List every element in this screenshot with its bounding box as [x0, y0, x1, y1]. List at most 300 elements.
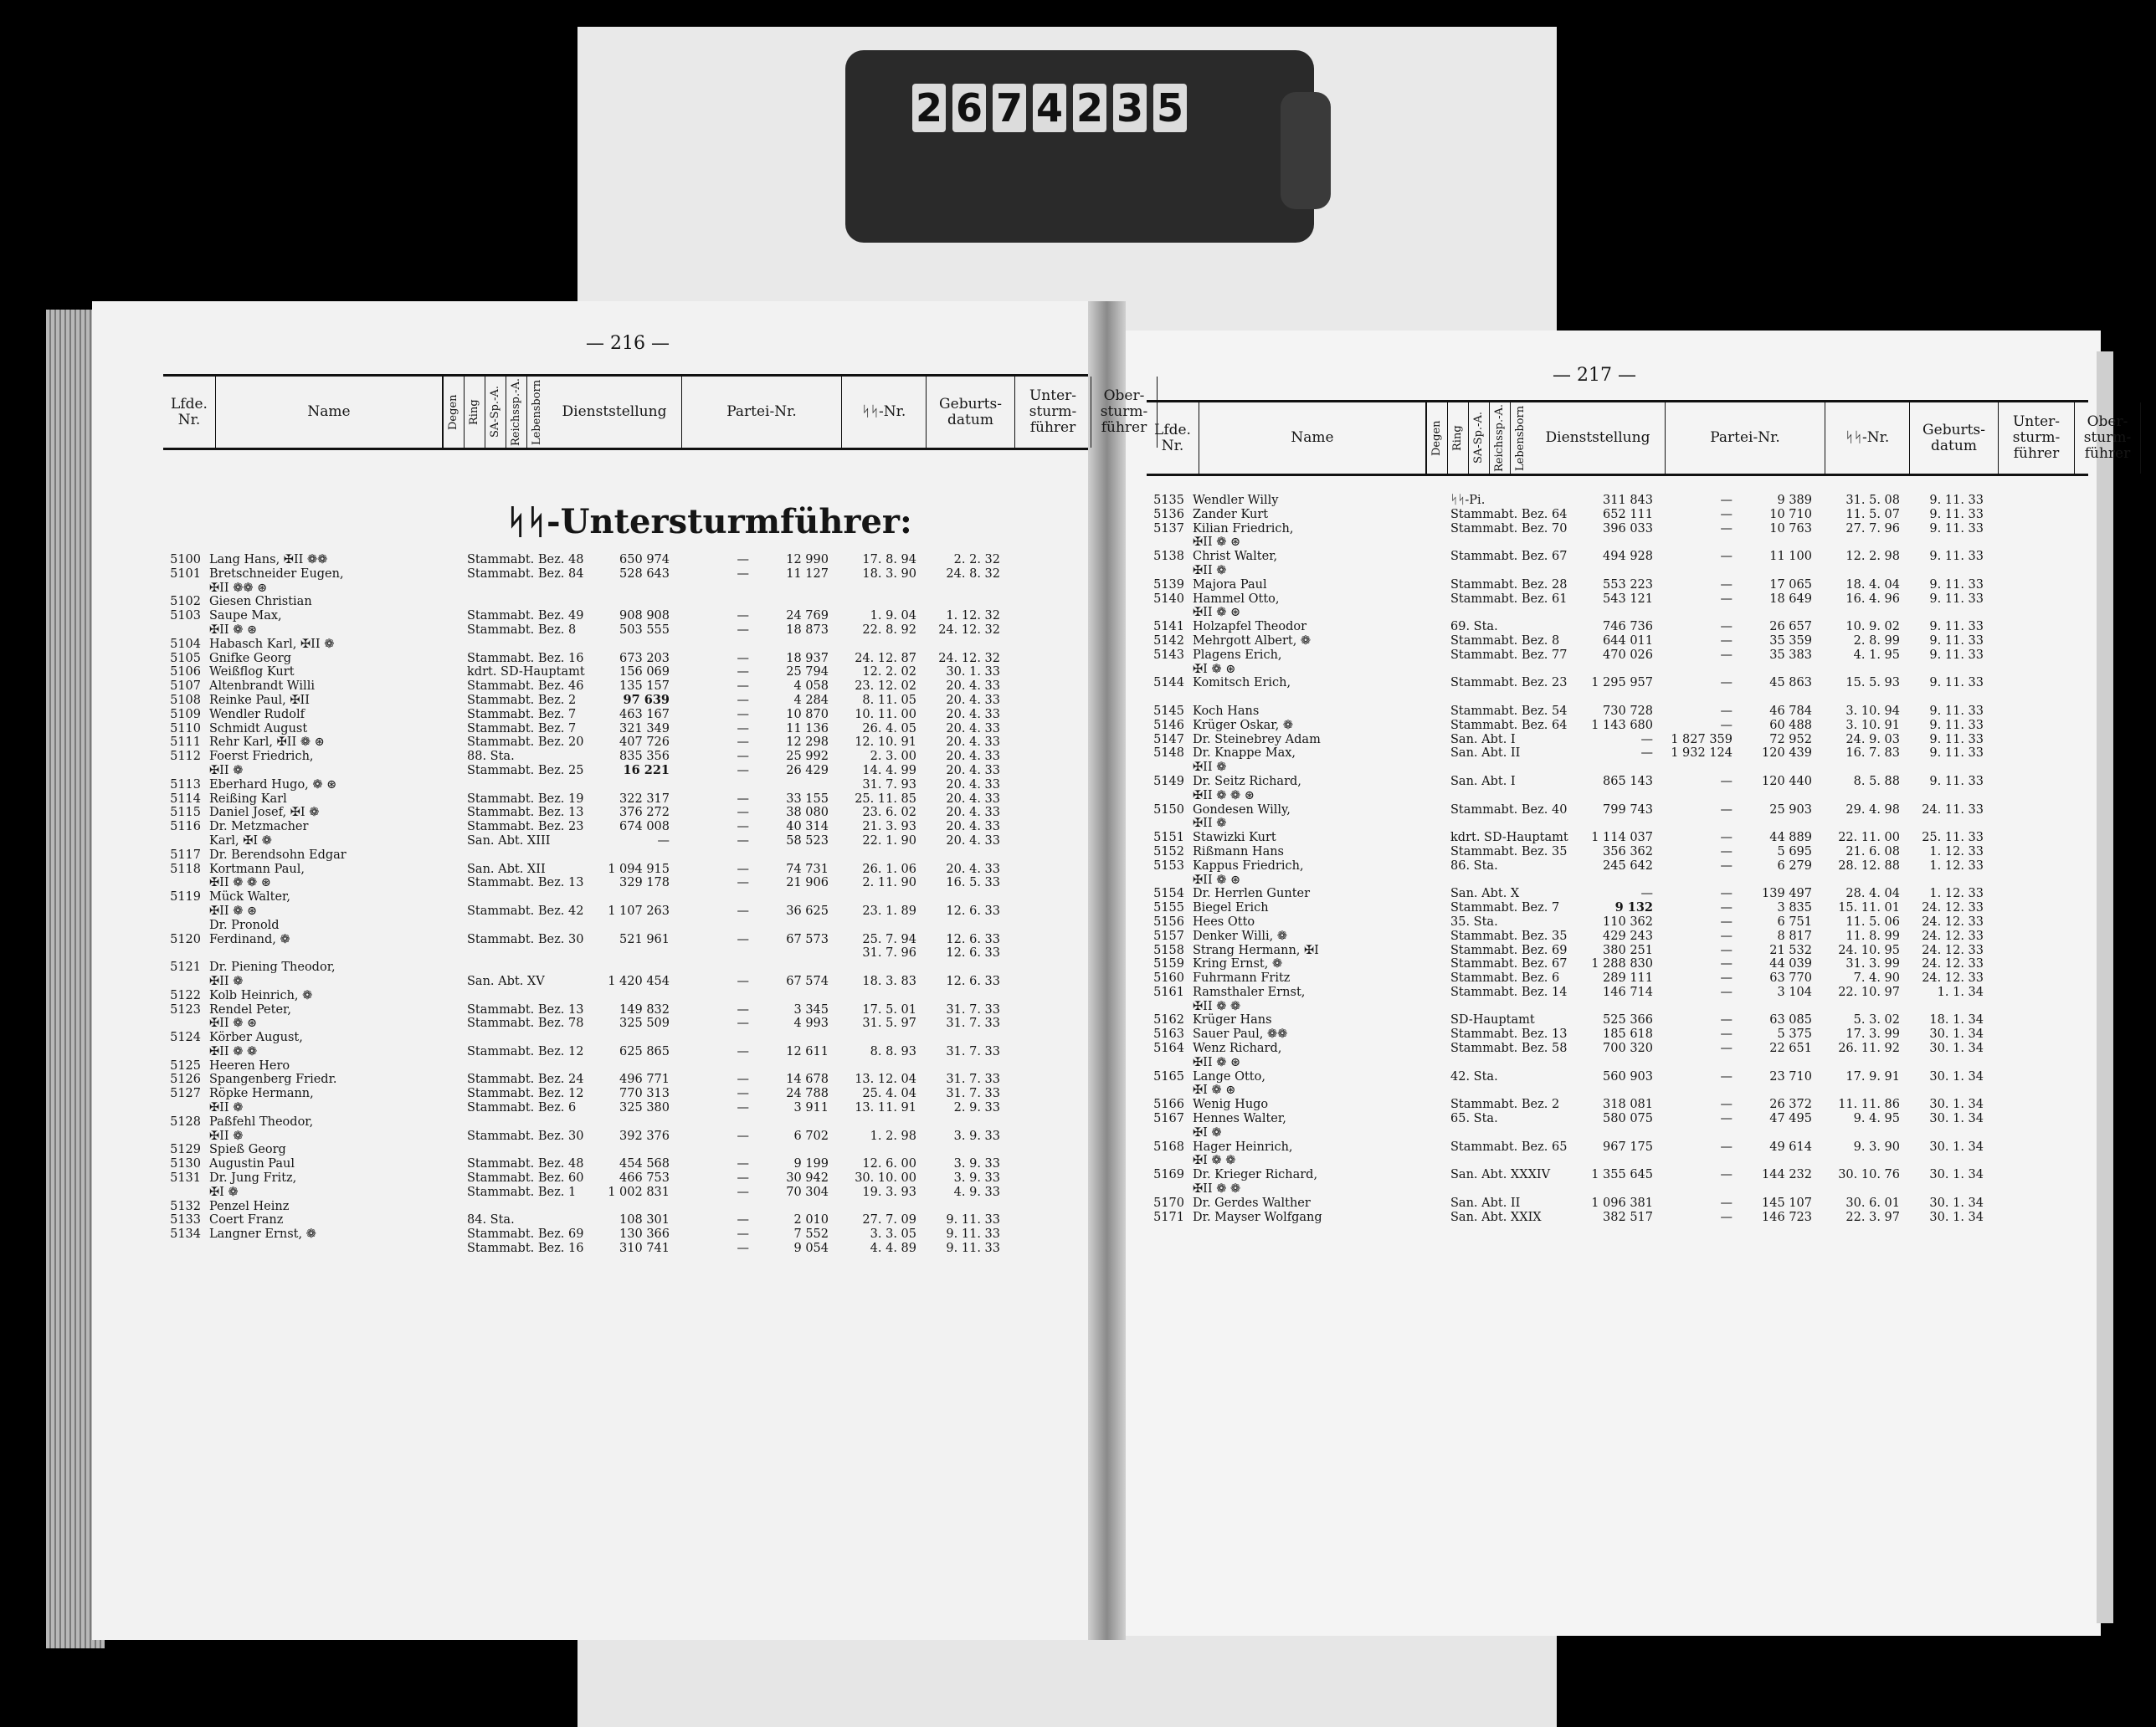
row-partei-nr-high: —: [1720, 704, 1732, 718]
row-partei-nr-high: —: [737, 623, 749, 637]
row-untersturmfuehrer: 1. 12. 32: [946, 609, 1000, 623]
row-name: ✠II ❁: [209, 1129, 244, 1143]
row-dienststellung: Stammabt. Bez. 16: [467, 1242, 584, 1256]
row-geburtsdatum: 25. 11. 85: [855, 792, 916, 806]
row-untersturmfuehrer: 2. 2. 32: [953, 553, 1000, 566]
row-partei-nr-high: —: [737, 862, 749, 876]
row-ss-nr: 35 359: [1769, 633, 1812, 648]
counter-display: [912, 84, 1187, 132]
row-name: ✠II ❁: [1193, 563, 1227, 577]
row-number: 5130: [170, 1157, 201, 1171]
row-dienststellung: Stammabt. Bez. 1: [467, 1185, 577, 1199]
row-untersturmfuehrer: 20. 4. 33: [946, 820, 1000, 834]
row-dienststellung: Stammabt. Bez. 54: [1450, 704, 1568, 718]
row-geburtsdatum: 23. 1. 89: [862, 904, 916, 918]
row-dienststellung: Stammabt. Bez. 60: [467, 1171, 584, 1186]
row-dienststellung: 86. Sta.: [1450, 858, 1498, 873]
row-untersturmfuehrer: 9. 11. 33: [1929, 746, 1984, 761]
table-row: [159, 652, 1088, 666]
table-row: [159, 567, 1088, 582]
row-ss-nr: 10 710: [1769, 507, 1812, 521]
row-partei-nr-high: —: [737, 1017, 749, 1031]
row-untersturmfuehrer: 30. 1. 34: [1929, 1027, 1984, 1042]
row-name: Körber August,: [209, 1031, 303, 1045]
row-name: Dr. Jung Fritz,: [209, 1171, 297, 1186]
row-dienststellung: Stammabt. Bez. 7: [467, 721, 577, 735]
row-partei-nr-low: 967 175: [1603, 1140, 1653, 1154]
row-partei-nr-high: —: [737, 651, 749, 665]
table-row: [1142, 971, 2088, 986]
row-number: 5139: [1153, 577, 1184, 592]
row-untersturmfuehrer: 24. 12. 33: [1922, 915, 1984, 929]
row-dienststellung: San. Abt. XII: [467, 862, 546, 876]
row-untersturmfuehrer: 9. 11. 33: [1929, 633, 1984, 648]
row-number: 5150: [1153, 802, 1184, 817]
row-ss-nr: 35 383: [1769, 648, 1812, 662]
column-header: Geburts- datum: [1910, 402, 1999, 474]
row-dienststellung: Stammabt. Bez. 12: [467, 1044, 584, 1058]
row-name: Coert Franz: [209, 1213, 284, 1227]
table-row: [1142, 944, 2088, 958]
table-row: [159, 1130, 1088, 1144]
table-row: [1142, 620, 2088, 634]
table-row: [159, 623, 1088, 638]
row-partei-nr-high: —: [737, 833, 749, 848]
table-row: [1142, 874, 2088, 888]
row-name: Foerst Friedrich,: [209, 750, 314, 764]
table-row: [159, 1200, 1088, 1214]
row-partei-nr-high: —: [1720, 858, 1732, 873]
row-ss-nr: 63 770: [1769, 971, 1812, 986]
row-geburtsdatum: 4. 1. 95: [1853, 648, 1900, 662]
row-geburtsdatum: 25. 7. 94: [862, 932, 916, 946]
row-partei-nr-high: —: [1720, 844, 1732, 858]
row-untersturmfuehrer: 31. 7. 33: [946, 1044, 1000, 1058]
row-untersturmfuehrer: 9. 11. 33: [1929, 774, 1984, 788]
row-number: 5171: [1153, 1210, 1184, 1224]
row-partei-nr-low: 1 094 915: [608, 862, 670, 876]
counter-digit: 6: [952, 84, 986, 132]
row-partei-nr-high: —: [737, 1044, 749, 1058]
row-partei-nr-low: 146 714: [1603, 985, 1653, 999]
row-geburtsdatum: 8. 11. 05: [862, 693, 916, 707]
row-partei-nr-low: 429 243: [1603, 929, 1653, 943]
row-partei-nr-high: —: [1720, 1069, 1732, 1084]
row-partei-nr-high: —: [1720, 718, 1732, 732]
table-row: [159, 1031, 1088, 1045]
table-row: [1142, 690, 2088, 705]
row-partei-nr-low: 466 753: [619, 1171, 670, 1186]
row-dienststellung: Stammabt. Bez. 23: [1450, 676, 1568, 690]
row-partei-nr-low: —: [657, 833, 670, 848]
row-untersturmfuehrer: 30. 1. 34: [1929, 1098, 1984, 1112]
row-number: 5136: [1153, 507, 1184, 521]
row-untersturmfuehrer: 31. 7. 33: [946, 1087, 1000, 1101]
row-untersturmfuehrer: 9. 11. 33: [1929, 718, 1984, 732]
row-number: 5147: [1153, 732, 1184, 746]
section-title: ᛋᛋ-Untersturmführer:: [506, 502, 912, 541]
counter-digit: 5: [1153, 84, 1187, 132]
row-ss-nr: 6 279: [1777, 858, 1812, 873]
table-row: [1142, 746, 2088, 761]
row-number: 5151: [1153, 831, 1184, 845]
row-number: 5112: [170, 750, 201, 764]
row-partei-nr-high: —: [1720, 676, 1732, 690]
row-name: Hennes Walter,: [1193, 1112, 1286, 1126]
row-number: 5167: [1153, 1112, 1184, 1126]
row-number: 5170: [1153, 1196, 1184, 1210]
row-geburtsdatum: 3. 10. 91: [1845, 718, 1900, 732]
row-dienststellung: 69. Sta.: [1450, 620, 1498, 634]
row-ss-nr: 12 611: [786, 1044, 829, 1058]
row-partei-nr-low: 156 069: [619, 665, 670, 679]
table-row: [159, 735, 1088, 750]
column-header: Ring: [1447, 402, 1468, 474]
row-dienststellung: Stammabt. Bez. 64: [1450, 507, 1568, 521]
table-row: [1142, 1070, 2088, 1084]
row-dienststellung: Stammabt. Bez. 35: [1450, 844, 1568, 858]
row-number: 5108: [170, 693, 201, 707]
row-geburtsdatum: 22. 3. 97: [1845, 1210, 1900, 1224]
row-name: Wendler Willy: [1193, 494, 1279, 507]
row-dienststellung: San. Abt. XIII: [467, 833, 551, 848]
row-name: Reißing Karl: [209, 792, 287, 806]
table-row: [1142, 634, 2088, 648]
row-untersturmfuehrer: 9. 11. 33: [1929, 620, 1984, 634]
row-partei-nr-low: 799 743: [1603, 802, 1653, 817]
table-row: [159, 933, 1088, 947]
row-partei-nr-high: —: [1720, 802, 1732, 817]
row-ss-nr: 3 345: [793, 1002, 829, 1017]
row-partei-nr-low: 650 974: [619, 553, 670, 566]
table-row: [1142, 1112, 2088, 1126]
row-partei-nr-low: 185 618: [1603, 1027, 1653, 1042]
row-geburtsdatum: 15. 5. 93: [1845, 676, 1900, 690]
row-number: 5123: [170, 1002, 201, 1017]
table-row: [1142, 606, 2088, 620]
row-geburtsdatum: 23. 6. 02: [862, 806, 916, 820]
row-name: Karl, ✠I ❁: [209, 833, 272, 848]
row-untersturmfuehrer: 24. 12. 33: [1922, 929, 1984, 943]
row-dienststellung: San. Abt. XXXIV: [1450, 1168, 1551, 1182]
row-name: Penzel Heinz: [209, 1199, 290, 1213]
row-dienststellung: Stammabt. Bez. 24: [467, 1073, 584, 1087]
row-dienststellung: Stammabt. Bez. 58: [1450, 1042, 1568, 1056]
table-row: [159, 595, 1088, 609]
row-partei-nr-low: 318 081: [1603, 1098, 1653, 1112]
page-number-right: — 217 —: [1553, 365, 1636, 386]
row-partei-nr-high: —: [1720, 577, 1732, 592]
table-row: [159, 609, 1088, 623]
table-row: [159, 708, 1088, 722]
row-partei-nr-low: 110 362: [1603, 915, 1653, 929]
row-name: Hager Heinrich,: [1193, 1140, 1293, 1154]
row-ss-nr: 3 911: [793, 1101, 829, 1115]
row-partei-nr-low: 329 178: [619, 876, 670, 890]
row-name: ✠I ❁ ⊛: [1193, 662, 1236, 676]
column-header: Dienststellung: [547, 377, 682, 448]
row-ss-nr: 5 375: [1777, 1027, 1812, 1042]
row-ss-nr: 12 990: [786, 553, 829, 566]
row-geburtsdatum: 1. 9. 04: [870, 609, 916, 623]
row-partei-nr-low: 521 961: [619, 932, 670, 946]
row-partei-nr-low: 311 843: [1603, 494, 1653, 507]
row-geburtsdatum: 21. 3. 93: [862, 820, 916, 834]
table-row: [159, 820, 1088, 834]
row-ss-nr: 139 497: [1762, 887, 1812, 901]
table-row: [1142, 887, 2088, 901]
row-partei-nr-high: —: [737, 1213, 749, 1227]
row-number: 5120: [170, 932, 201, 946]
row-name: Altenbrandt Willi: [209, 679, 315, 694]
table-row: [159, 876, 1088, 890]
row-ss-nr: 11 100: [1769, 550, 1812, 564]
table-row: [159, 1045, 1088, 1059]
table-row: [1142, 1027, 2088, 1042]
row-geburtsdatum: 17. 3. 99: [1845, 1027, 1900, 1042]
row-name: Zander Kurt: [1193, 507, 1269, 521]
row-name: Dr. Seitz Richard,: [1193, 774, 1301, 788]
row-partei-nr-high: —: [1720, 915, 1732, 929]
row-name: Paßfehl Theodor,: [209, 1115, 314, 1129]
row-ss-nr: 2 010: [793, 1213, 829, 1227]
row-geburtsdatum: 5. 3. 02: [1853, 1013, 1900, 1027]
table-row: [159, 764, 1088, 778]
row-ss-nr: 72 952: [1769, 732, 1812, 746]
row-number: 5134: [170, 1227, 201, 1242]
row-geburtsdatum: 13. 12. 04: [855, 1073, 916, 1087]
row-partei-nr-low: 746 736: [1603, 620, 1653, 634]
table-row: [1142, 564, 2088, 578]
column-header: ᛋᛋ-Nr.: [842, 377, 927, 448]
table-row: [1142, 536, 2088, 550]
row-name: Reinke Paul, ✠II: [209, 693, 311, 707]
row-number: 5124: [170, 1031, 201, 1045]
row-geburtsdatum: 17. 9. 91: [1845, 1069, 1900, 1084]
row-geburtsdatum: 11. 5. 07: [1845, 507, 1900, 521]
row-partei-nr-low: 553 223: [1603, 577, 1653, 592]
row-ss-nr: 18 937: [786, 651, 829, 665]
row-name: Saupe Max,: [209, 609, 282, 623]
row-name: ✠II ❁ ❁ ⊛: [209, 876, 271, 890]
row-name: ✠II ❁ ❁ ⊛: [1193, 788, 1255, 802]
row-name: Dr. Piening Theodor,: [209, 961, 336, 975]
row-partei-nr-high: —: [737, 566, 749, 581]
row-name: Langner Ernst, ❁: [209, 1227, 316, 1242]
row-name: Eberhard Hugo, ❁ ⊛: [209, 777, 337, 792]
row-number: 5159: [1153, 957, 1184, 971]
row-partei-nr-high: —: [1720, 507, 1732, 521]
row-ss-nr: 14 678: [786, 1073, 829, 1087]
row-partei-nr-low: 108 301: [619, 1213, 670, 1227]
row-ss-nr: 120 440: [1762, 774, 1812, 788]
row-name: Dr. Metzmacher: [209, 820, 309, 834]
row-name: Kortmann Paul,: [209, 862, 305, 876]
row-partei-nr-low: 376 272: [619, 806, 670, 820]
row-name: Wenz Richard,: [1193, 1042, 1282, 1056]
column-header: Lebensborn: [526, 377, 547, 448]
row-ss-nr: 7 552: [793, 1227, 829, 1242]
row-partei-nr-low: 528 643: [619, 566, 670, 581]
row-untersturmfuehrer: 24. 12. 33: [1922, 957, 1984, 971]
row-dienststellung: SD-Hauptamt: [1450, 1013, 1535, 1027]
row-untersturmfuehrer: 20. 4. 33: [946, 721, 1000, 735]
column-header: Ober- sturm- führer: [1091, 377, 1158, 448]
row-name: Gnifke Georg: [209, 651, 292, 665]
row-partei-nr-high: —: [737, 1171, 749, 1186]
table-row: [1142, 508, 2088, 522]
row-name: Kappus Friedrich,: [1193, 858, 1304, 873]
row-number: 5109: [170, 707, 201, 721]
table-row: [1142, 831, 2088, 845]
row-partei-nr-low: 560 903: [1603, 1069, 1653, 1084]
row-geburtsdatum: 29. 4. 98: [1845, 802, 1900, 817]
row-untersturmfuehrer: 24. 12. 33: [1922, 943, 1984, 957]
row-untersturmfuehrer: 20. 4. 33: [946, 763, 1000, 777]
row-number: 5160: [1153, 971, 1184, 986]
table-row: [159, 946, 1088, 961]
row-partei-nr-low: 135 157: [619, 679, 670, 694]
row-partei-nr-low: 310 741: [619, 1242, 670, 1256]
column-header: Partei-Nr.: [1666, 402, 1825, 474]
row-number: 5104: [170, 637, 201, 651]
row-dienststellung: Stammabt. Bez. 6: [467, 1101, 577, 1115]
table-row: [1142, 648, 2088, 663]
row-untersturmfuehrer: 30. 1. 33: [946, 665, 1000, 679]
row-dienststellung: Stammabt. Bez. 77: [1450, 648, 1568, 662]
row-geburtsdatum: 22. 8. 92: [862, 623, 916, 637]
row-partei-nr-high: —: [1720, 521, 1732, 536]
row-dienststellung: 42. Sta.: [1450, 1069, 1498, 1084]
row-untersturmfuehrer: 24. 12. 33: [1922, 971, 1984, 986]
table-row: [1142, 1126, 2088, 1140]
row-name: ✠II ❁ ❁: [1193, 1182, 1241, 1197]
row-name: ✠I ❁ ⊛: [1193, 1084, 1236, 1098]
row-untersturmfuehrer: 20. 4. 33: [946, 735, 1000, 750]
row-partei-nr-low: 16 221: [623, 762, 670, 777]
row-partei-nr-low: 149 832: [619, 1002, 670, 1017]
right-page-edges: [2097, 351, 2113, 1623]
row-partei-nr-high: —: [737, 693, 749, 707]
row-untersturmfuehrer: 30. 1. 34: [1929, 1168, 1984, 1182]
row-partei-nr-high: —: [737, 904, 749, 918]
column-header: Dienststellung: [1531, 402, 1666, 474]
row-number: 5140: [1153, 592, 1184, 606]
row-dienststellung: San. Abt. XV: [467, 974, 545, 988]
row-partei-nr-low: —: [1640, 746, 1653, 761]
row-geburtsdatum: 26. 11. 92: [1838, 1042, 1900, 1056]
row-partei-nr-low: 392 376: [619, 1129, 670, 1143]
row-name: Stawizki Kurt: [1193, 831, 1276, 845]
row-ss-nr: 40 314: [786, 820, 829, 834]
table-row: [159, 1003, 1088, 1017]
table-row: [1142, 1056, 2088, 1070]
row-untersturmfuehrer: 9. 11. 33: [1929, 577, 1984, 592]
row-untersturmfuehrer: 18. 1. 34: [1929, 1013, 1984, 1027]
row-dienststellung: Stammabt. Bez. 69: [467, 1227, 584, 1242]
row-number: 5115: [170, 806, 201, 820]
table-row: [159, 1073, 1088, 1087]
row-geburtsdatum: 28. 12. 88: [1838, 858, 1900, 873]
row-partei-nr-low: 1 107 263: [608, 904, 670, 918]
table-row: [159, 863, 1088, 877]
row-partei-nr-low: 97 639: [623, 692, 670, 707]
row-ss-nr: 33 155: [786, 792, 829, 806]
counter-knob: [1281, 92, 1331, 209]
table-row: [1142, 663, 2088, 677]
row-partei-nr-high: —: [737, 792, 749, 806]
table-row: [1142, 915, 2088, 930]
row-partei-nr-high: —: [1720, 985, 1732, 999]
row-ss-nr: 67 573: [786, 932, 829, 946]
table-row: [159, 834, 1088, 848]
row-dienststellung: Stammabt. Bez. 42: [467, 904, 584, 918]
row-partei-nr-high: 1 827 359: [1671, 732, 1732, 746]
row-geburtsdatum: 8. 5. 88: [1853, 774, 1900, 788]
row-dienststellung: Stammabt. Bez. 14: [1450, 985, 1568, 999]
row-dienststellung: Stammabt. Bez. 30: [467, 1129, 584, 1143]
row-partei-nr-high: —: [1720, 1027, 1732, 1042]
table-row: [1142, 550, 2088, 564]
row-dienststellung: San. Abt. I: [1450, 732, 1516, 746]
row-partei-nr-high: —: [737, 1073, 749, 1087]
row-ss-nr: 4 058: [793, 679, 829, 694]
table-row: [1142, 789, 2088, 803]
table-row: [1142, 733, 2088, 747]
row-dienststellung: San. Abt. XXIX: [1450, 1210, 1542, 1224]
row-ss-nr: 9 199: [793, 1157, 829, 1171]
table-row: [159, 553, 1088, 567]
row-partei-nr-high: —: [737, 1002, 749, 1017]
row-partei-nr-high: —: [737, 1242, 749, 1256]
row-geburtsdatum: 24. 9. 03: [1845, 732, 1900, 746]
row-name: Biegel Erich: [1193, 901, 1269, 915]
column-header: Lfde. Nr.: [163, 377, 216, 448]
row-partei-nr-low: 1 355 645: [1591, 1168, 1653, 1182]
row-geburtsdatum: 16. 4. 96: [1845, 592, 1900, 606]
row-partei-nr-high: —: [737, 1227, 749, 1242]
table-row: [1142, 522, 2088, 536]
row-number: 5113: [170, 777, 201, 792]
table-row: [159, 1101, 1088, 1115]
row-name: Bretschneider Eugen,: [209, 566, 344, 581]
row-geburtsdatum: 3. 10. 94: [1845, 704, 1900, 718]
row-name: Wendler Rudolf: [209, 707, 305, 721]
row-ss-nr: 26 429: [786, 763, 829, 777]
row-untersturmfuehrer: 31. 7. 33: [946, 1002, 1000, 1017]
table-row: [159, 792, 1088, 807]
row-geburtsdatum: 30. 10. 00: [855, 1171, 916, 1186]
row-partei-nr-low: 1 143 680: [1591, 718, 1653, 732]
row-ss-nr: 10 870: [786, 707, 829, 721]
row-ss-nr: 44 039: [1769, 957, 1812, 971]
counter-digit: 2: [1073, 84, 1106, 132]
row-ss-nr: 6 751: [1777, 915, 1812, 929]
table-row: [1142, 803, 2088, 817]
table-row: [159, 1157, 1088, 1171]
row-partei-nr-low: 543 121: [1603, 592, 1653, 606]
row-partei-nr-high: —: [737, 721, 749, 735]
row-name: Spangenberg Friedr.: [209, 1073, 337, 1087]
table-row: [1142, 1013, 2088, 1027]
row-geburtsdatum: 26. 1. 06: [862, 862, 916, 876]
table-row: [1142, 494, 2088, 508]
row-untersturmfuehrer: 20. 4. 33: [946, 862, 1000, 876]
row-partei-nr-high: —: [1720, 971, 1732, 986]
row-untersturmfuehrer: 20. 4. 33: [946, 693, 1000, 707]
table-row: [159, 1143, 1088, 1157]
table-row: [1142, 817, 2088, 831]
